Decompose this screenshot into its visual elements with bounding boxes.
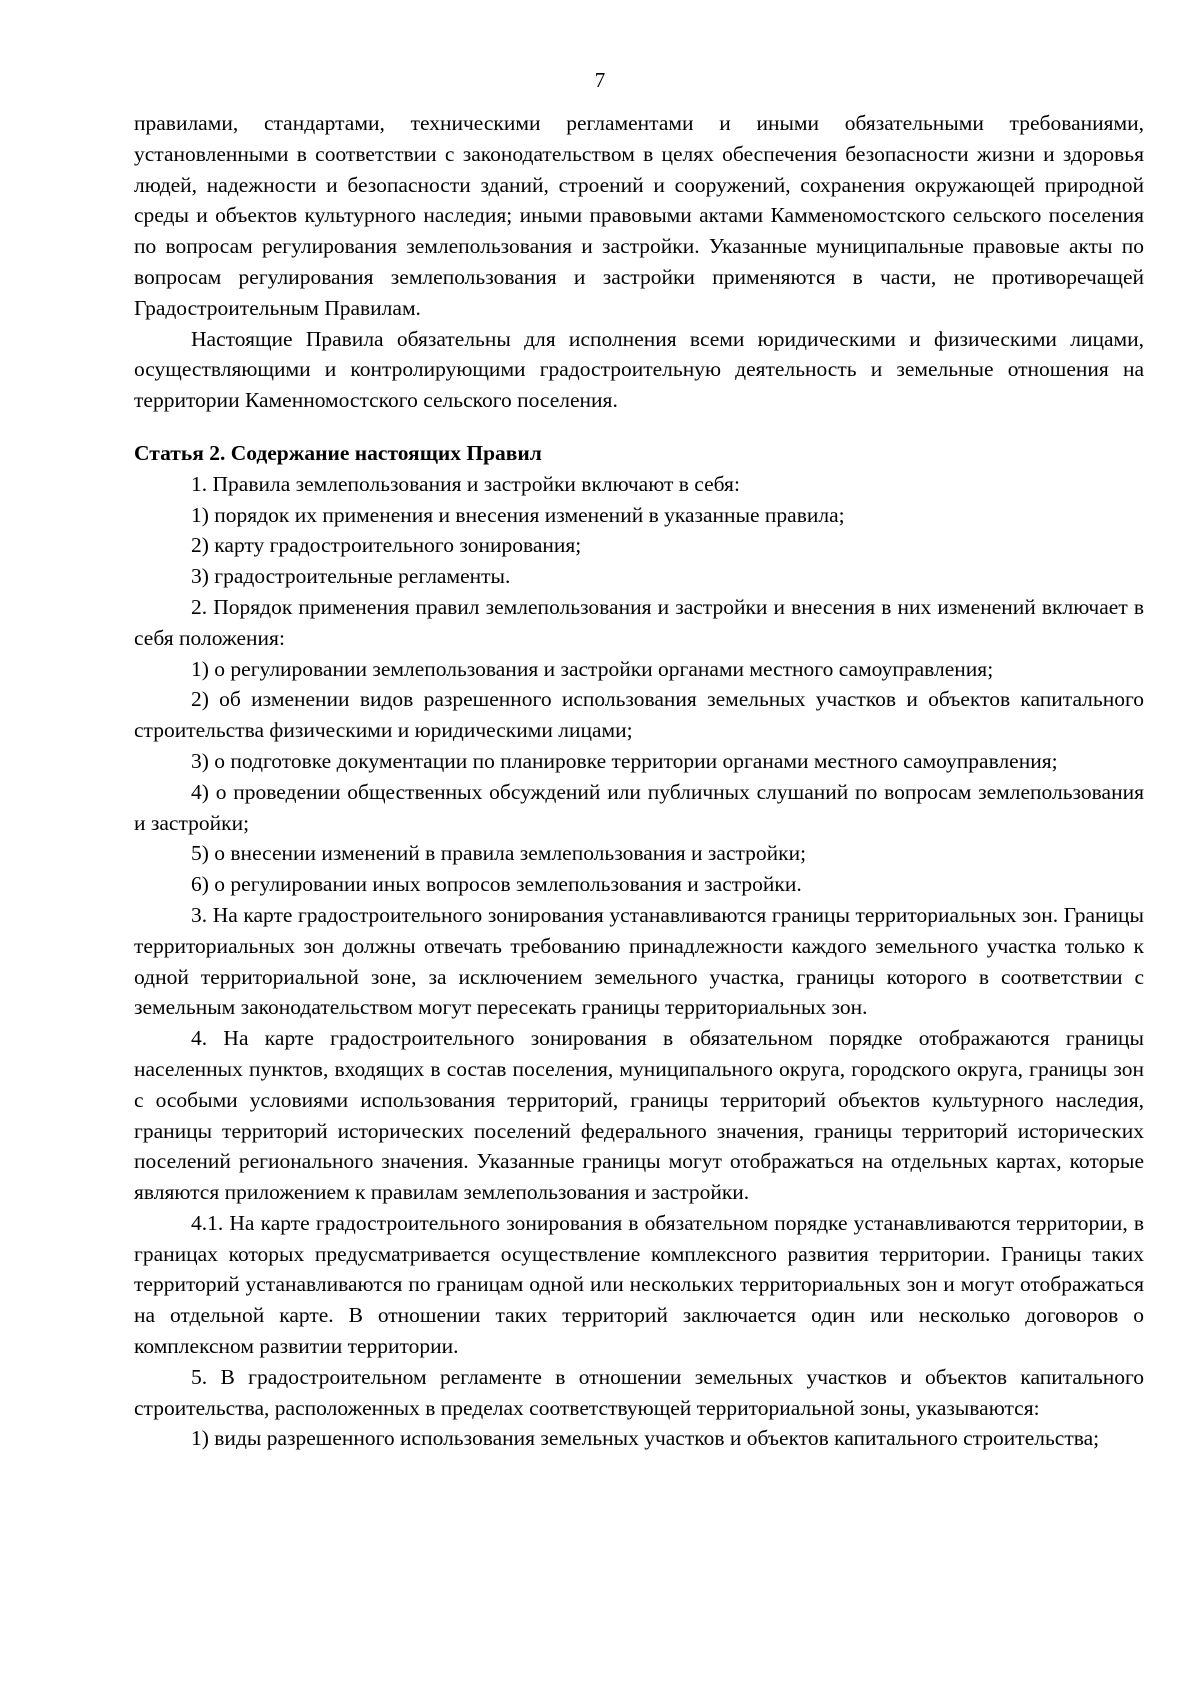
paragraph-item: 4.1. На карте градостроительного зонирования в обязательном порядке устанавливаются территории, в границах которых предусматривается осуществление комплексного развития территории. Границы таких территорий устанавливаются по границам одной или нескольких территориальных зон и могут отображаться на отдельной карте. В отношении таких территорий заключается один или несколько договоров о комплексном развитии территории. [134,1210,1144,1359]
paragraph-item: 3. На карте градостроительного зонирования устанавливаются границы территориальных зон. Границы территориальных зон должны отвечать требованию принадлежности каждого земельного участка только к одной территориальной зоне, за исключением земельного участка, границы которого в соответствии с земельным законодательством могут пересекать границы территориальных зон. [134,902,1144,1020]
paragraph-item: 4. На карте градостроительного зонирования в обязательном порядке отображаются границы населенных пунктов, входящих в состав поселения, муниципального округа, городского округа, границы зон с особыми условиями использования территорий, границы территорий объектов культурного наследия, границы территорий исторических поселений федерального значения, границы территорий исторических поселений регионального значения. Указанные границы могут отображаться на отдельных картах, которые являются приложением к правилам землепользования и застройки. [134,1026,1144,1205]
paragraph-item: 1) порядок их применения и внесения изменений в указанные правила; [191,502,845,527]
paragraph-continuation: правилами, стандартами, техническими регламентами и иными обязательными требованиями, установленными в соответствии с законодательством в целях обеспечения безопасности жизни и здоровья людей, надежности и безопасности зданий, строений и сооружений, сохранения окружающей природной среды и объектов культурного наследия; иными правовыми актами Камменомостского сельского поселения по вопросам регулирования землепользования и застройки. Указанные муниципальные правовые акты по вопросам регулирования землепользования и застройки применяются в части, не противоречащей Градостроительным Правилам. [134,111,1144,320]
paragraph-item: 6) о регулировании иных вопросов землепользования и застройки. [191,872,802,897]
document-body [134,108,1144,1454]
article-heading: Статья 2. Содержание настоящих Правил [134,440,542,465]
paragraph-item: 2) карту градостроительного зонирования; [191,533,582,558]
paragraph-obligation: Настоящие Правила обязательны для исполнения всеми юридическими и физическими лицами, осуществляющими и контролирующими градостроительную деятельность и земельные отношения на территории Каменномостского сельского поселения. [134,326,1144,413]
paragraph-item: 3) градостроительные регламенты. [191,564,511,589]
page-number: 7 [594,68,606,92]
paragraph-item: 5) о внесении изменений в правила землепользования и застройки; [191,841,807,866]
paragraph-item: 4) о проведении общественных обсуждений или публичных слушаний по вопросам землепользования и застройки; [134,779,1144,835]
paragraph-item: 2. Порядок применения правил землепользования и застройки и внесения в них изменений включает в себя положения: [134,594,1144,650]
paragraph-item: 3) о подготовке документации по планировке территории органами местного самоуправления; [191,748,1058,773]
paragraph-item: 1) о регулировании землепользования и застройки органами местного самоуправления; [191,656,994,681]
paragraph-item: 1) виды разрешенного использования земельных участков и объектов капитального строительства; [191,1426,1100,1451]
paragraph-item: 2) об изменении видов разрешенного использования земельных участков и объектов капитального строительства физическими и юридическими лицами; [134,687,1144,743]
paragraph-item: 5. В градостроительном регламенте в отношении земельных участков и объектов капитального строительства, расположенных в пределах соответствующей территориальной зоны, указываются: [134,1364,1144,1420]
paragraph-item: 1. Правила землепользования и застройки включают в себя: [191,471,740,496]
